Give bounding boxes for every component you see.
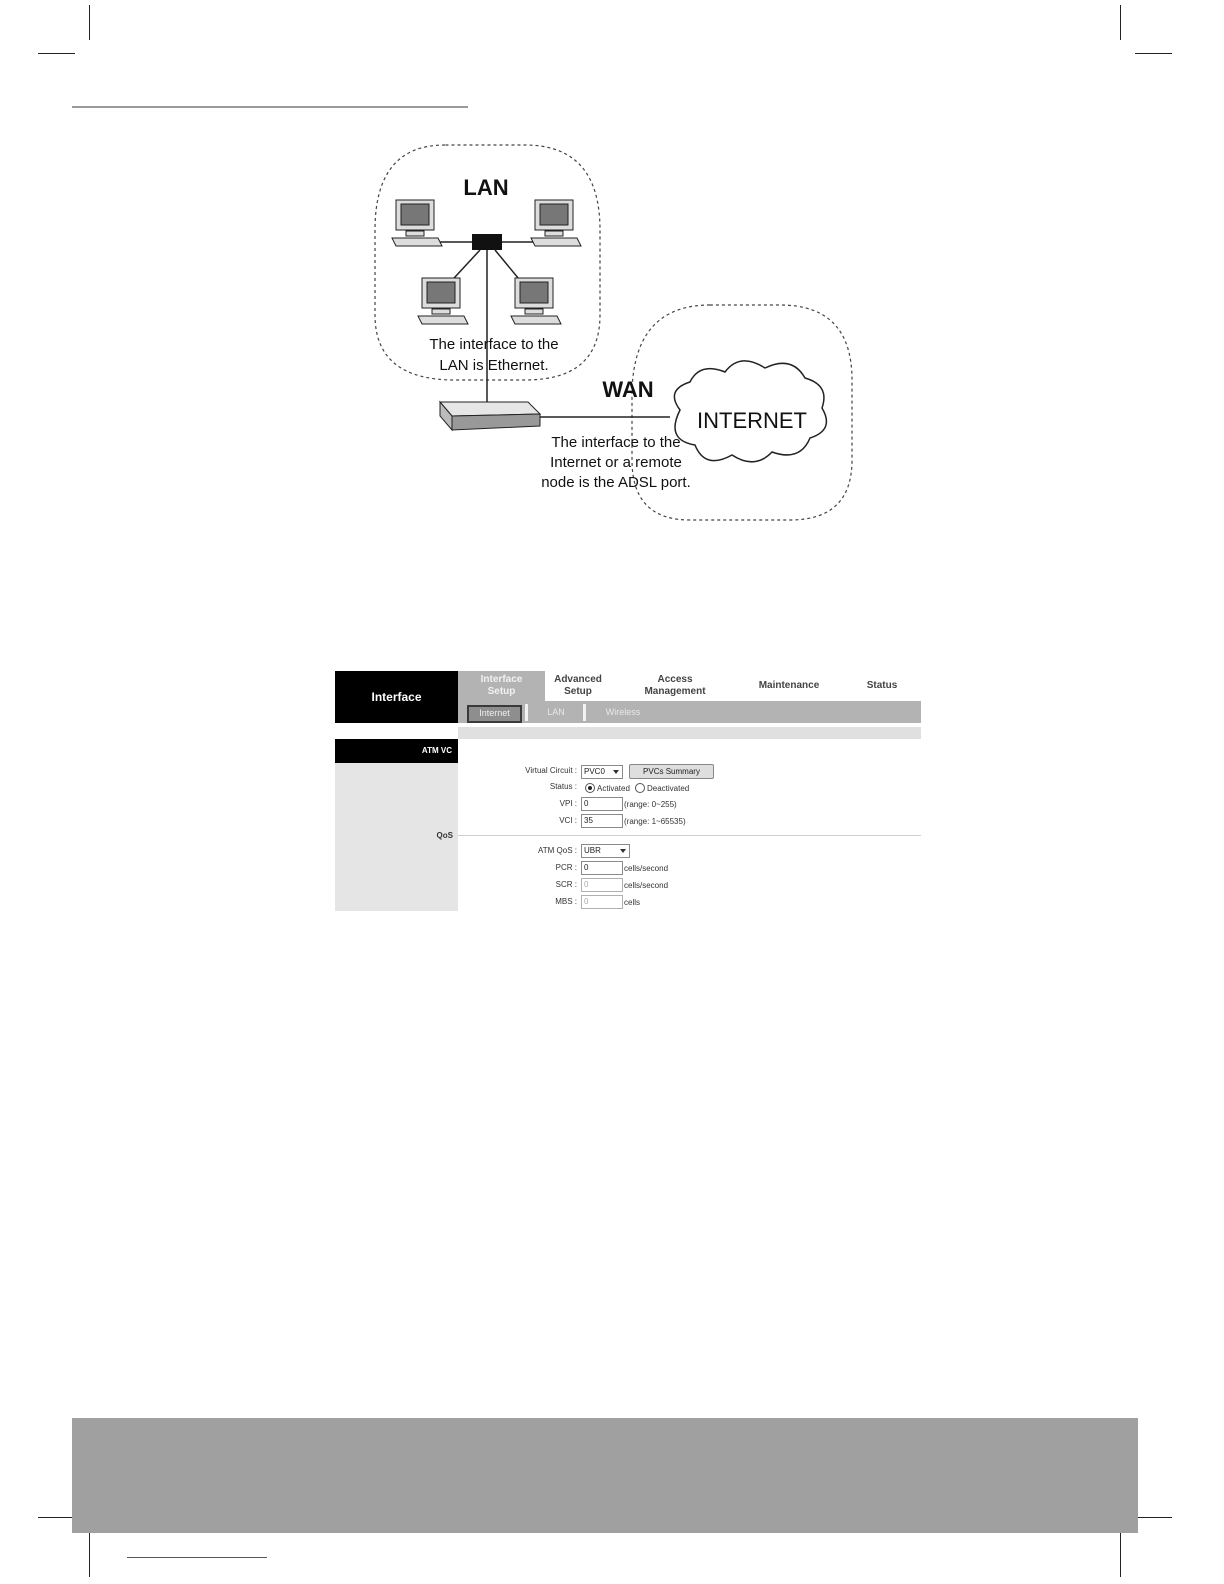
subnav-bar [458,701,921,723]
atm-qos-select[interactable] [581,844,630,858]
computer-icon [392,200,442,246]
status-deactivated-label: Deactivated [647,784,690,793]
tab-advanced-setup[interactable] [545,671,611,701]
virtual-circuit-label: Virtual Circuit : [525,766,577,775]
atm-qos-label: ATM QoS : [538,846,577,855]
subtab-wireless[interactable]: Wireless [605,707,641,717]
brand-label: Interface [335,671,458,723]
crop-mark [1120,5,1121,40]
footer-link-underline[interactable] [127,1557,267,1558]
crop-mark [89,1532,90,1577]
crop-mark [89,5,90,40]
tab-label: Status [866,680,898,691]
virtual-circuit-select[interactable] [581,765,623,779]
tab-label: Access [657,674,693,685]
subnav-separator [583,704,586,721]
subnav-separator [525,704,528,721]
mbs-input[interactable]: 0 [581,895,623,909]
vci-range: (range: 1~65535) [624,817,686,826]
hub-icon [472,234,502,250]
mbs-unit: cells [624,898,641,907]
computer-icon [531,200,581,246]
network-diagram [360,140,860,525]
vpi-range: (range: 0~255) [624,800,677,809]
wan-title: WAN [602,377,654,402]
vci-label: VCI : [559,816,577,825]
tab-status[interactable] [850,671,914,701]
section-strip [458,727,921,739]
status-deactivated-radio[interactable] [635,783,645,793]
pvcs-summary-button[interactable]: PVCs Summary [629,764,714,779]
tab-label: Advanced [554,674,602,685]
pcr-unit: cells/second [624,864,669,873]
crop-mark [38,1517,75,1518]
tab-access-management[interactable] [625,671,725,701]
crop-mark [1135,1517,1172,1518]
lan-caption: LAN is Ethernet. [439,357,549,374]
crop-mark [1135,53,1172,54]
scr-label: SCR : [555,880,577,889]
status-activated-label: Activated [597,784,630,793]
lan-title: LAN [463,175,509,200]
tab-label: Setup [564,686,592,697]
wan-caption: The interface to the [551,434,681,451]
tab-label: Setup [487,686,516,697]
section-label: ATM VC [421,746,452,755]
wan-caption: node is the ADSL port. [541,474,691,491]
scr-input[interactable]: 0 [581,878,623,892]
section-atm-vc [335,739,458,763]
section-divider [458,835,921,836]
pcr-label: PCR : [555,863,577,872]
router-config-screenshot [335,671,921,911]
status-label: Status : [549,782,577,791]
select-value: UBR [584,846,601,855]
computer-icon [511,278,561,324]
vpi-input[interactable]: 0 [581,797,623,811]
wan-caption: Internet or a remote [550,454,682,471]
subtab-internet[interactable]: Internet [467,705,522,723]
footer-band [72,1418,1138,1533]
select-value: PVC0 [584,767,605,776]
computer-icon [418,278,468,324]
subtab-lan[interactable]: LAN [547,707,565,717]
crop-mark [38,53,75,54]
router-icon [440,402,540,430]
pcr-input[interactable]: 0 [581,861,623,875]
tab-label: Interface [480,674,523,685]
header-rule [72,106,468,108]
scr-unit: cells/second [624,881,669,890]
vpi-label: VPI : [559,799,577,808]
internet-label: INTERNET [697,408,807,433]
tab-label: Management [644,686,706,697]
tab-maintenance[interactable] [745,671,833,701]
chevron-down-icon [613,770,619,774]
tab-label: Maintenance [758,680,820,691]
crop-mark [1120,1532,1121,1577]
mbs-label: MBS : [555,897,577,906]
lan-caption: The interface to the [429,336,559,353]
left-column [335,739,458,911]
tab-interface-setup[interactable] [458,671,545,701]
vci-input[interactable]: 35 [581,814,623,828]
status-activated-radio[interactable] [585,783,595,793]
section-qos: QoS [436,831,453,840]
chevron-down-icon [620,849,626,853]
